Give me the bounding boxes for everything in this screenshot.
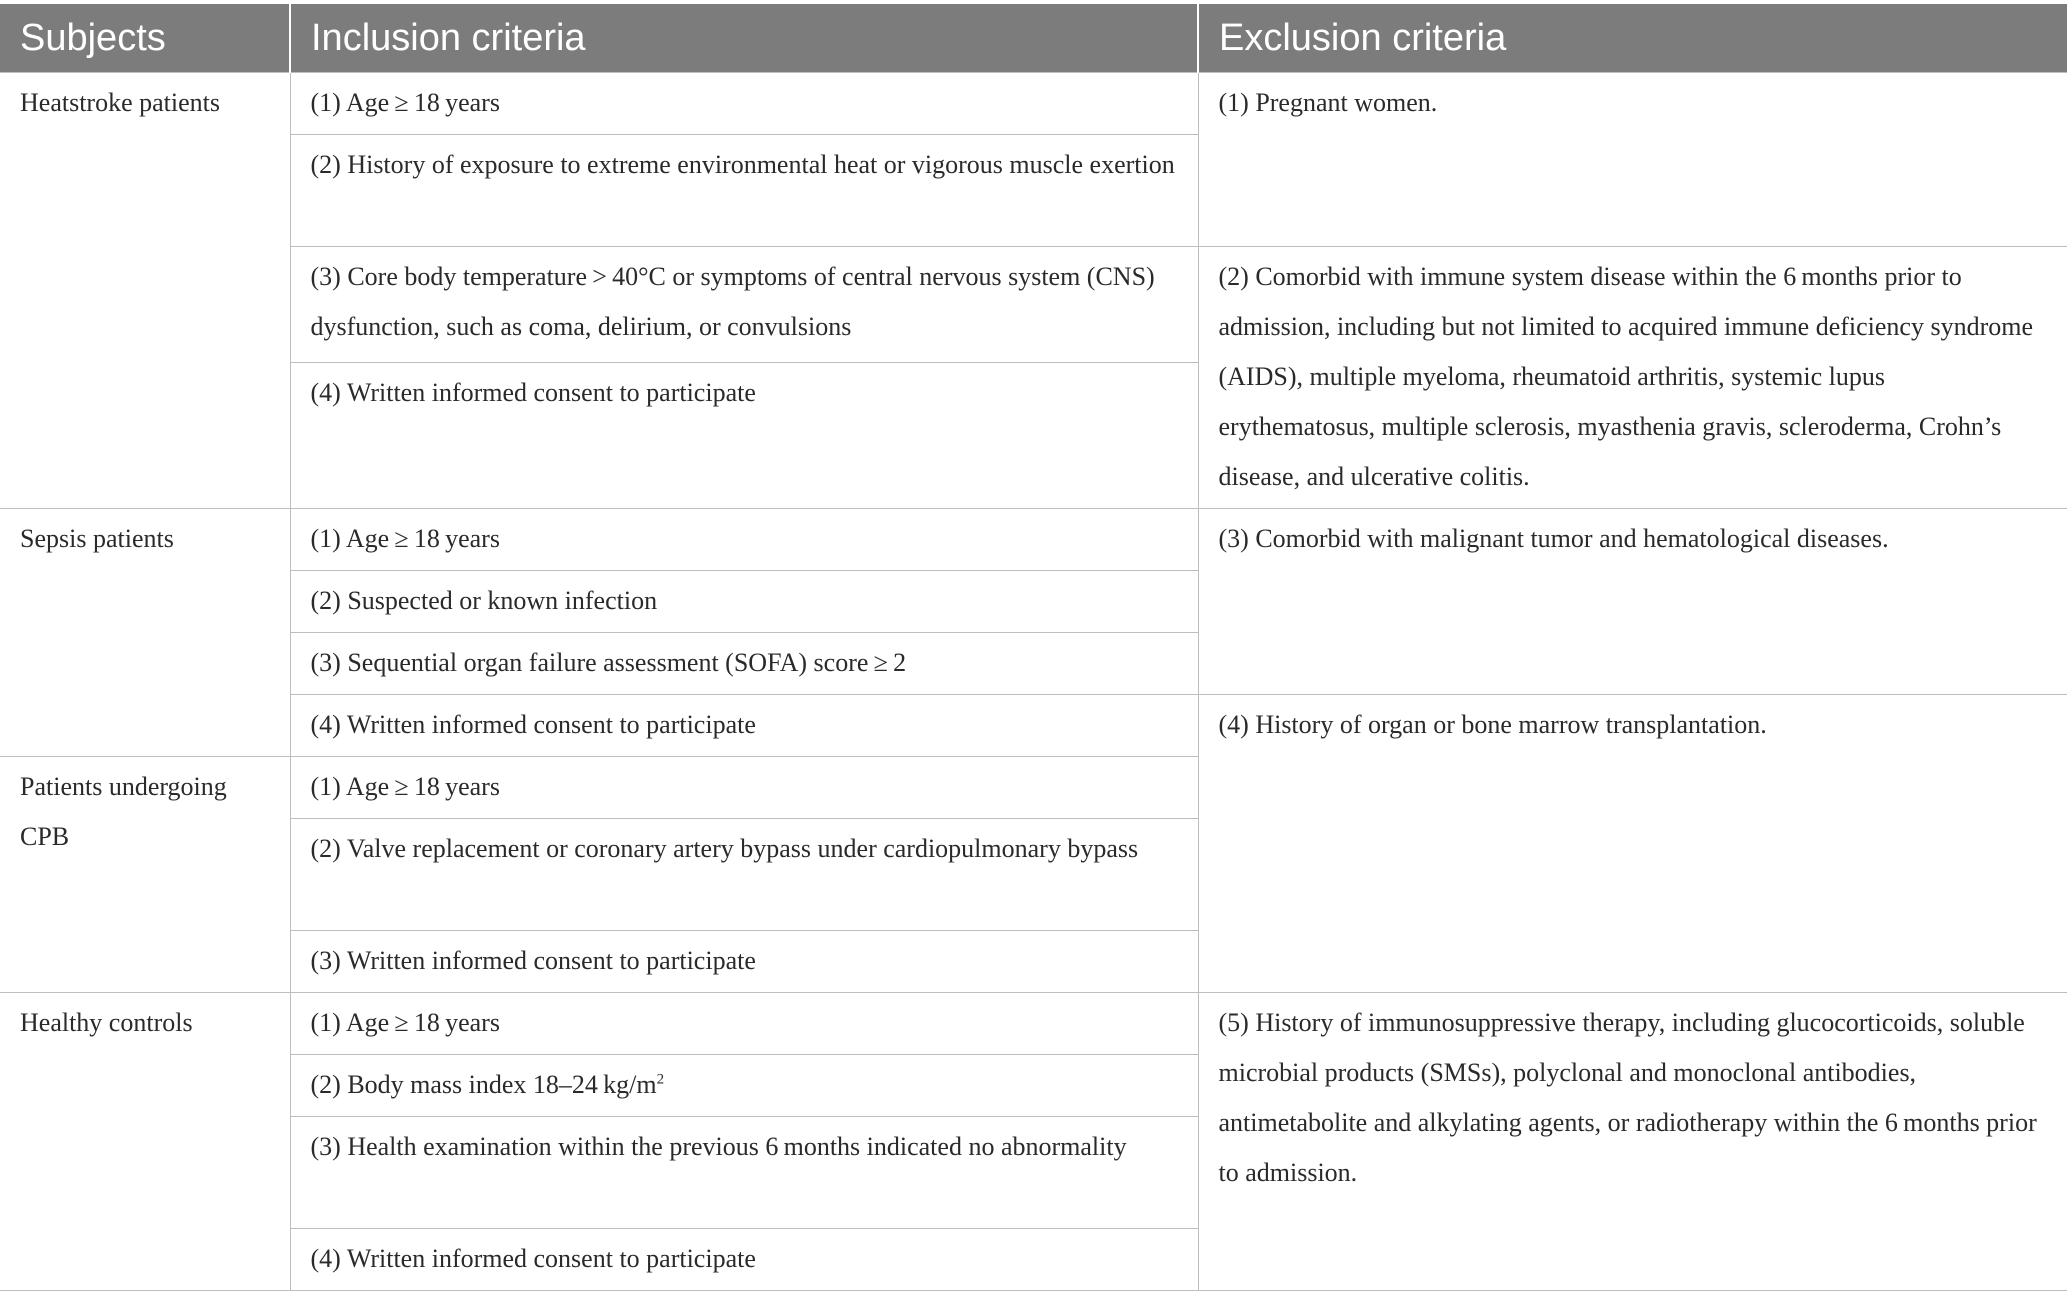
- table-row: [0, 695, 2067, 757]
- exclusion-cell: (2) Comorbid with immune system disease within the 6 months prior to admission, including but not limited to acquired immune deficiency syndrome (AIDS), multiple myeloma, rheumatoid arthritis, systemic lupus erythematosus, multiple sclerosis, myasthenia gravis, scleroderma, Crohn’s disease, and ulcerative colitis.: [1198, 247, 2067, 509]
- subject-sepsis: Sepsis patients: [0, 509, 290, 757]
- inclusion-cell: (1) Age ≥ 18 years: [290, 73, 1198, 135]
- exclusion-cell: (1) Pregnant women.: [1198, 73, 2067, 247]
- header-row: [0, 4, 2067, 73]
- table-row: [0, 73, 2067, 135]
- inclusion-cell: (3) Written informed consent to participate: [290, 931, 1198, 993]
- inclusion-cell: (3) Health examination within the previous 6 months indicated no abnormality: [290, 1117, 1198, 1229]
- subject-heatstroke: Heatstroke patients: [0, 73, 290, 509]
- inclusion-cell: (3) Sequential organ failure assessment (SOFA) score ≥ 2: [290, 633, 1198, 695]
- table-row: [0, 509, 2067, 571]
- bmi-text: (2) Body mass index 18–24 kg/m: [310, 1070, 657, 1099]
- inclusion-cell: [290, 1055, 1198, 1117]
- bmi-superscript: 2: [656, 1071, 665, 1088]
- inclusion-cell: (3) Core body temperature > 40°C or symptoms of central nervous system (CNS) dysfunction, such as coma, delirium, or convulsions: [290, 247, 1198, 363]
- inclusion-cell: (4) Written informed consent to participate: [290, 1229, 1198, 1291]
- exclusion-cell: (4) History of organ or bone marrow transplantation.: [1198, 695, 2067, 993]
- inclusion-cell: (2) Suspected or known infection: [290, 571, 1198, 633]
- exclusion-cell: (5) History of immunosuppressive therapy, including glucocorticoids, soluble microbial products (SMSs), polyclonal and monoclonal antibodies, antimetabolite and alkylating agents, or radiotherapy within the 6 months prior to admission.: [1198, 993, 2067, 1291]
- subject-healthy: Healthy controls: [0, 993, 290, 1291]
- header-subjects: Subjects: [0, 4, 290, 73]
- exclusion-cell: (3) Comorbid with malignant tumor and hematological diseases.: [1198, 509, 2067, 695]
- table-row: [0, 247, 2067, 363]
- inclusion-cell: (4) Written informed consent to participate: [290, 695, 1198, 757]
- header-exclusion: Exclusion criteria: [1198, 4, 2067, 73]
- header-inclusion: Inclusion criteria: [290, 4, 1198, 73]
- inclusion-cell: (4) Written informed consent to participate: [290, 362, 1198, 508]
- inclusion-cell: (1) Age ≥ 18 years: [290, 993, 1198, 1055]
- inclusion-cell: (1) Age ≥ 18 years: [290, 509, 1198, 571]
- subject-cpb: Patients undergoing CPB: [0, 757, 290, 993]
- inclusion-cell: (1) Age ≥ 18 years: [290, 757, 1198, 819]
- criteria-table: [0, 4, 2067, 1291]
- inclusion-cell: (2) Valve replacement or coronary artery bypass under cardiopulmonary bypass: [290, 819, 1198, 931]
- inclusion-cell: (2) History of exposure to extreme environmental heat or vigorous muscle exertion: [290, 135, 1198, 247]
- table-row: [0, 993, 2067, 1055]
